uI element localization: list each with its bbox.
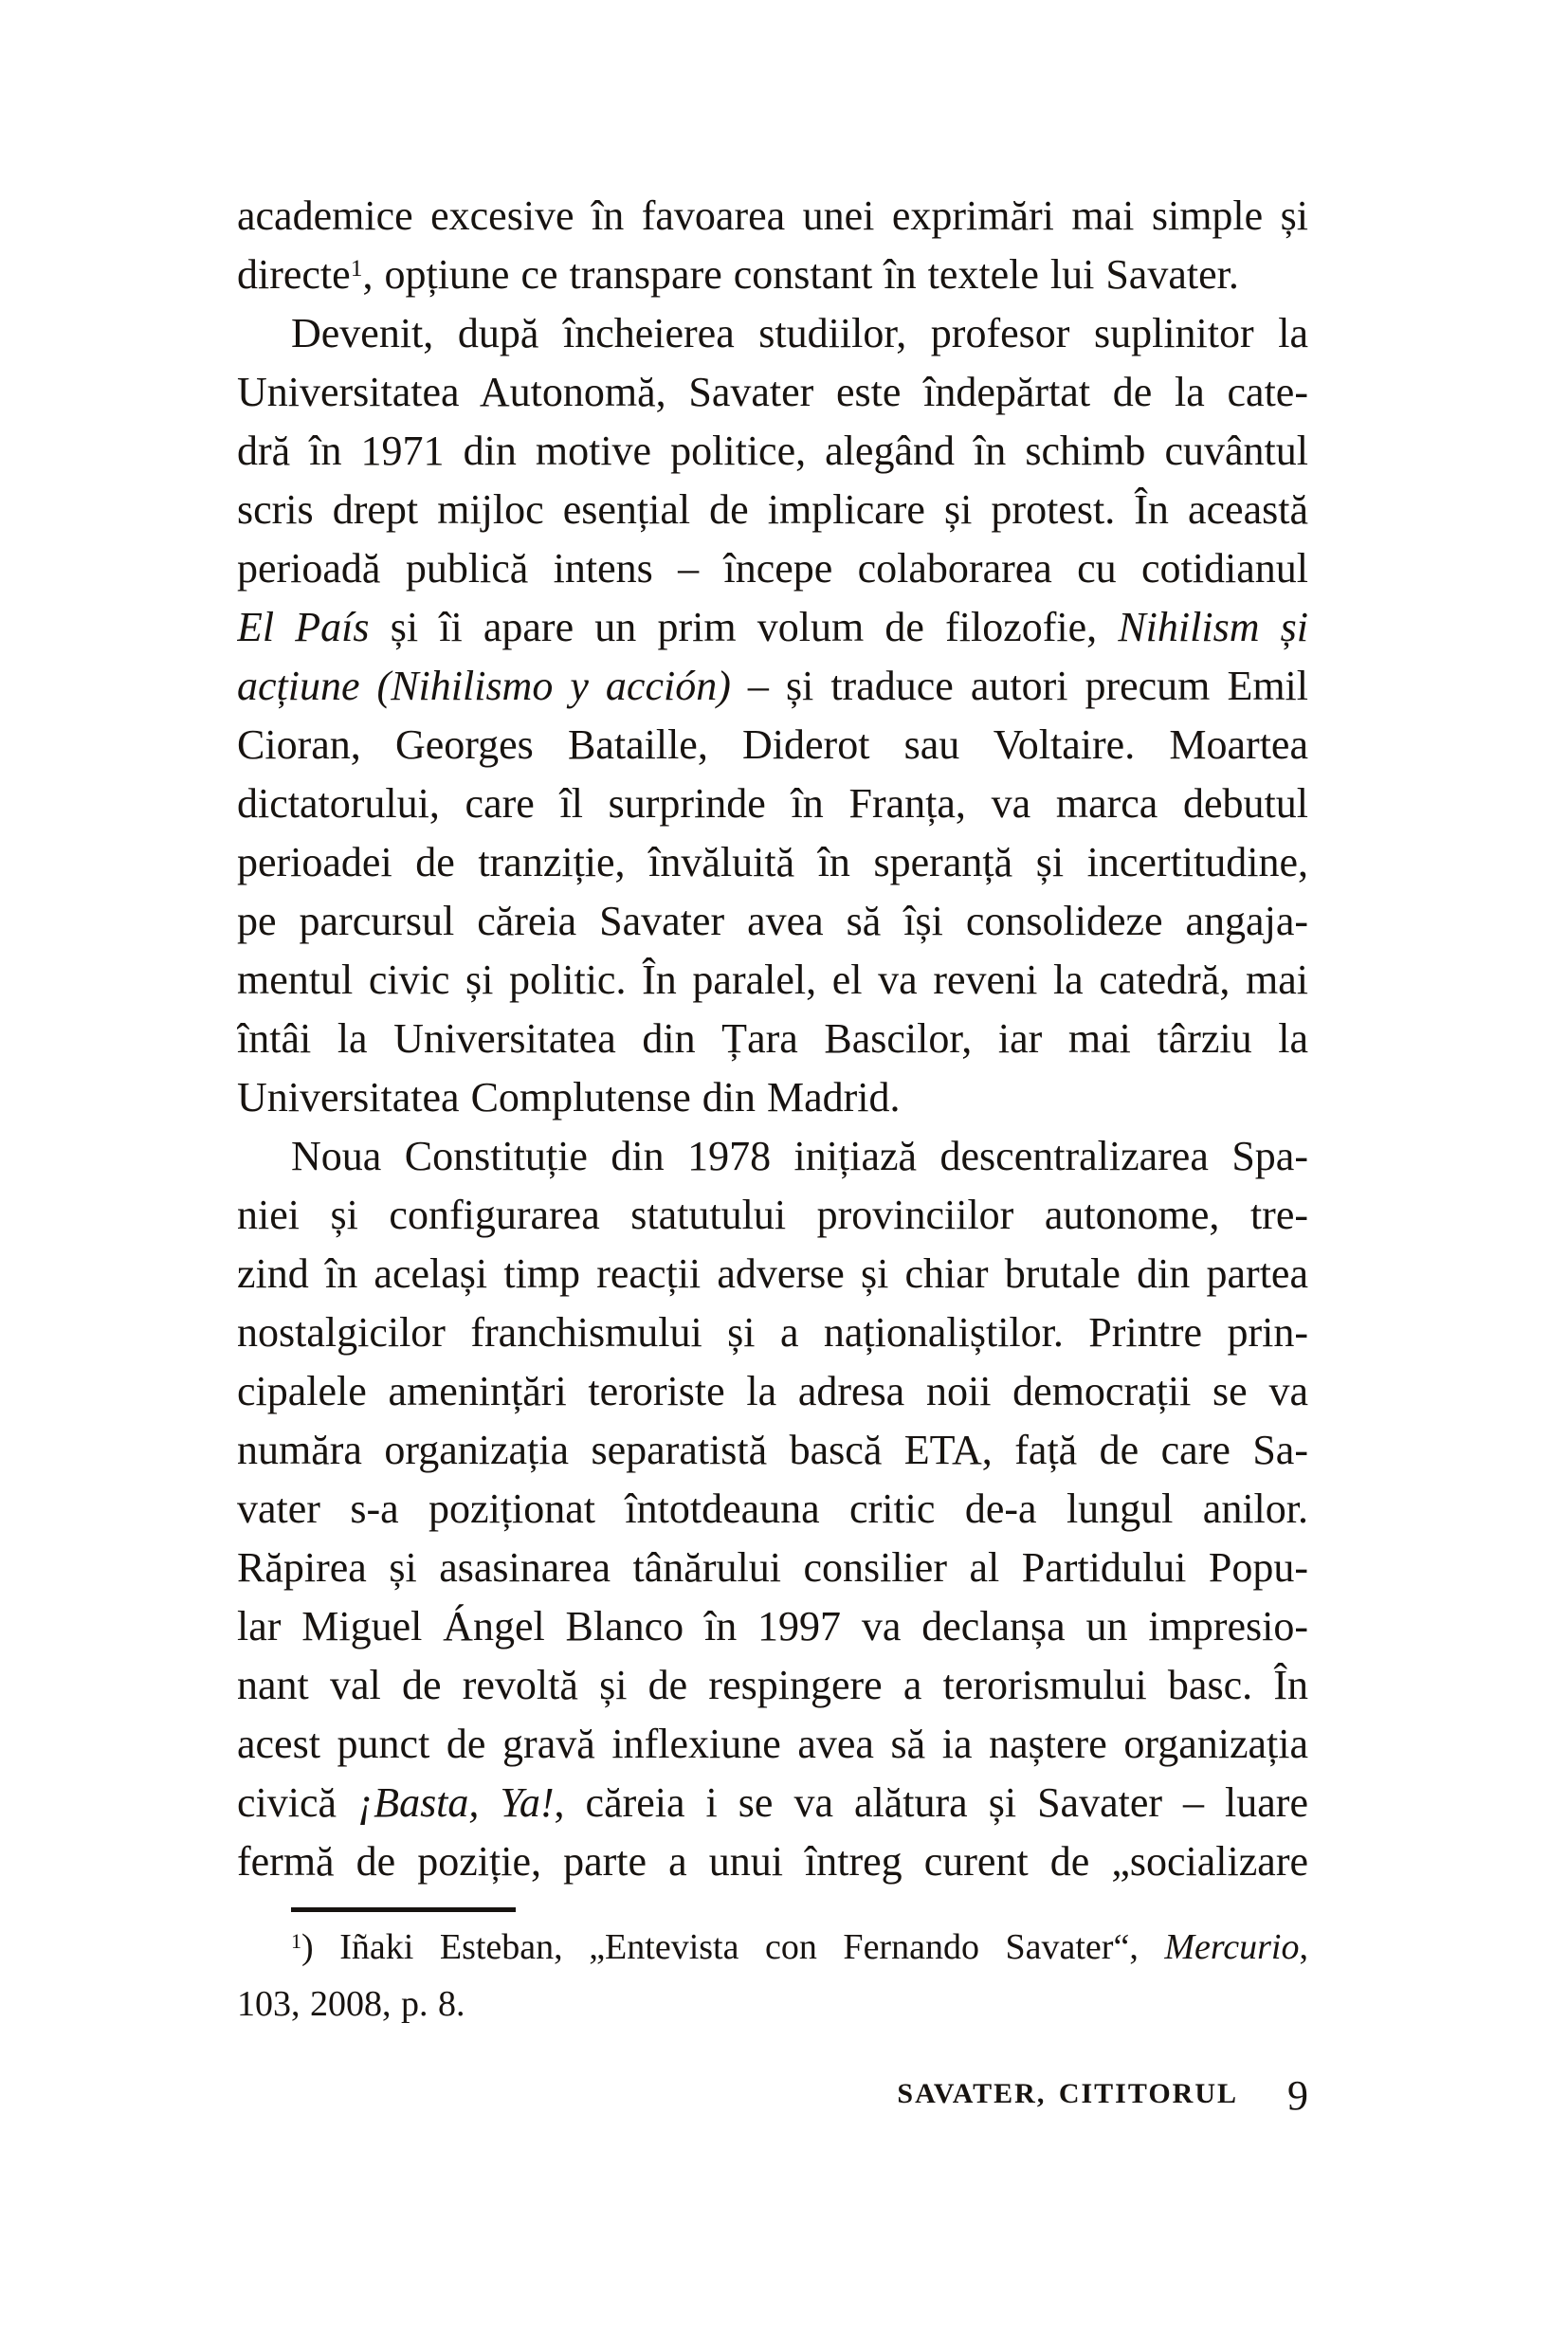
text-segment: nostalgicilor franchismului și a naționaliștilor. Printre prin- [237,1309,1308,1356]
text-line [237,951,1308,1010]
text-segment: , opțiune ce transpare constant în textele lui Savater. [362,251,1239,298]
text-line [237,892,1308,951]
text-segment: academice excesive în favoarea unei exprimări mai simple și [237,192,1308,239]
text-line [237,1656,1308,1715]
text-segment: , [1299,1927,1308,1967]
text-line [237,598,1308,657]
text-segment: cipalele amenințări teroriste la adresa noii democrații se va [237,1368,1308,1414]
text-line [237,1421,1308,1480]
text-line [237,1245,1308,1303]
text-segment: număra organizația separatistă bască ETA, față de care Sa- [237,1427,1308,1473]
text-segment: Răpirea și asasinarea tânărului consilier al Partidului Popu- [237,1544,1308,1591]
text-segment: dictatorului, care îl surprinde în Franța, va marca debutul [237,780,1308,827]
footnote-reference: 1 [291,1928,302,1953]
footnote-line [237,1919,1308,1976]
text-segment: Cioran, Georges Bataille, Diderot sau Voltaire. Moartea [237,721,1308,768]
text-segment: perioadă publică intens – începe colaborarea cu cotidianul [237,545,1308,592]
text-segment: perioadei de tranziție, învăluită în speranță și incertitudine, [237,839,1308,885]
footnote [237,1919,1308,2032]
text-segment: acest punct de gravă inflexiune avea să ia naștere organizația [237,1721,1308,1767]
main-text [237,187,1308,1891]
text-line [237,363,1308,422]
text-segment: Devenit, după încheierea studiilor, profesor suplinitor la [291,310,1308,356]
text-line [237,481,1308,539]
text-line [237,716,1308,775]
text-segment: directe [237,251,351,298]
text-line [237,1774,1308,1832]
footnote-line [237,1976,1308,2032]
text-line [237,1068,1308,1127]
text-segment: întâi la Universitatea din Țara Bascilor, iar mai târziu la [237,1015,1308,1062]
text-segment: – și traduce autori precum Emil [730,663,1308,709]
italic-segment: ¡Basta, Ya! [357,1779,555,1826]
text-segment: ) Iñaki Esteban, „Entevista con Fernando Savater“, [301,1927,1165,1967]
text-segment: pe parcursul căreia Savater avea să își consolideze angaja- [237,898,1308,944]
text-segment: civică [237,1779,358,1826]
italic-segment: Mercurio [1164,1927,1300,1967]
text-line [237,422,1308,481]
text-line [237,1303,1308,1362]
text-segment: Noua Constituție din 1978 inițiază descentralizarea Spa- [291,1133,1308,1179]
text-segment: Universitatea Complutense din Madrid. [237,1074,901,1121]
page-number: 9 [1287,2072,1308,2119]
text-segment: fermă de poziție, parte a unui întreg curent de „socializare [237,1838,1308,1885]
text-line [237,1010,1308,1068]
text-line [237,1597,1308,1656]
italic-segment: Nihilism și [1118,604,1308,650]
text-line [237,1362,1308,1421]
text-segment: nant val de revoltă și de respingere a terorismului basc. În [237,1662,1308,1708]
page-footer [897,2065,1308,2119]
text-line [237,1127,1308,1186]
text-line [237,187,1308,246]
footnote-reference: 1 [350,254,363,282]
text-line [237,246,1308,304]
text-line [237,657,1308,716]
text-segment: vater s-a poziționat întotdeauna critic de-a lungul anilor. [237,1485,1308,1532]
text-line [237,775,1308,833]
text-segment: și îi apare un prim volum de filozofie, [369,604,1119,650]
text-line [237,304,1308,363]
italic-segment: El País [237,604,370,650]
text-line [237,539,1308,598]
text-segment: 103, 2008, p. 8. [237,1984,465,2024]
text-segment: zind în același timp reacții adverse și chiar brutale din partea [237,1250,1308,1297]
text-line [237,1480,1308,1539]
text-segment: niei și configurarea statutului provinciilor autonome, tre- [237,1192,1308,1238]
text-segment: Universitatea Autonomă, Savater este îndepărtat de la cate- [237,369,1308,415]
text-segment: dră în 1971 din motive politice, alegând în schimb cuvântul [237,428,1308,474]
footnote-separator [291,1907,516,1912]
text-segment: mentul civic și politic. În paralel, el va reveni la catedră, mai [237,957,1308,1003]
text-segment: lar Miguel Ángel Blanco în 1997 va declanșa un impresio- [237,1603,1308,1649]
text-line [237,1715,1308,1774]
text-segment: scris drept mijloc esențial de implicare și protest. În această [237,486,1308,533]
text-segment: , căreia i se va alătura și Savater – luare [554,1779,1308,1826]
text-line [237,1832,1308,1891]
text-line [237,1186,1308,1245]
text-line [237,833,1308,892]
running-title: SAVATER, CITITORUL [897,2078,1238,2109]
text-line [237,1539,1308,1597]
italic-segment: acțiune (Nihilismo y acción) [237,663,731,709]
